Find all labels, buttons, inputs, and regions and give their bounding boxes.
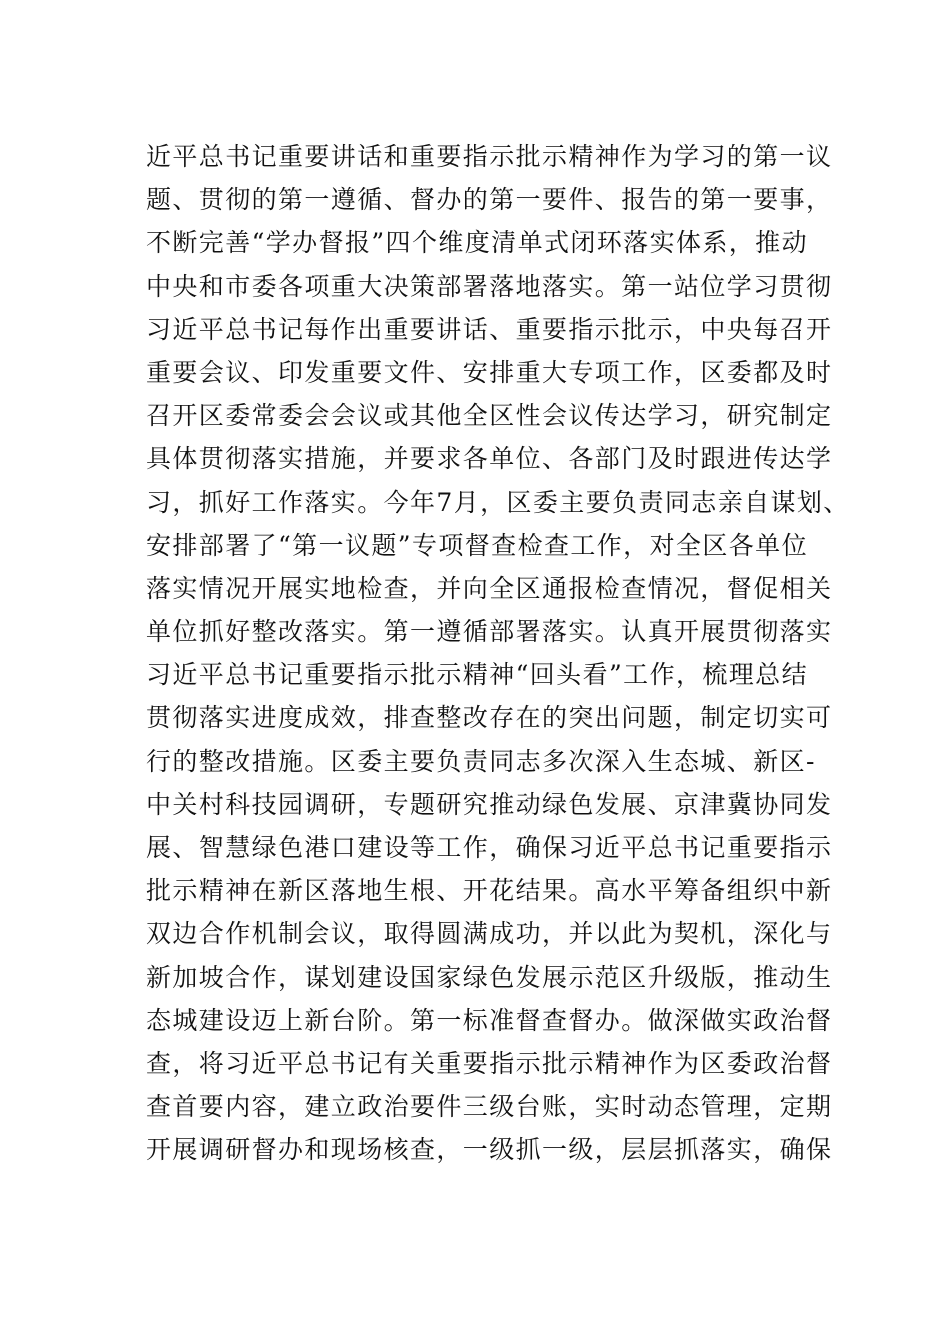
text-line-11: 落实情况开展实地检查，并向全区通报检查情况，督促相关 — [146, 573, 833, 603]
text-line-6: 重要会议、印发重要文件、安排重大专项工作，区委都及时 — [146, 357, 833, 387]
body-text — [146, 135, 850, 1172]
text-line-18: 批示精神在新区落地生根、开花结果。高水平筹备组织中新 — [146, 876, 833, 906]
text-line-1: 近平总书记重要讲话和重要指示批示精神作为学习的第一议 — [146, 142, 833, 171]
text-line-3: 不断完善“学办督报”四个维度清单式闭环落实体系，推动 — [146, 228, 808, 258]
text-line-23: 查首要内容，建立政治要件三级台账，实时动态管理，定期 — [146, 1092, 833, 1122]
text-line-16: 中关村科技园调研，专题研究推动绿色发展、京津冀协同发 — [146, 789, 833, 819]
text-line-4: 中央和市委各项重大决策部署落地落实。第一站位学习贯彻 — [146, 271, 833, 301]
text-line-8: 具体贯彻落实措施，并要求各单位、各部门及时跟进传达学 — [146, 444, 833, 474]
text-line-10: 安排部署了“第一议题”专项督查检查工作，对全区各单位 — [146, 530, 808, 560]
text-line-13: 习近平总书记重要指示批示精神“回头看”工作，梳理总结 — [146, 660, 808, 690]
text-line-15: 行的整改措施。区委主要负责同志多次深入生态城、新区- — [146, 746, 816, 776]
text-line-17: 展、智慧绿色港口建设等工作，确保习近平总书记重要指示 — [146, 833, 833, 862]
text-line-5: 习近平总书记每作出重要讲话、重要指示批示，中央每召开 — [146, 314, 833, 344]
text-line-2: 题、贯彻的第一遵循、督办的第一要件、报告的第一要事， — [146, 185, 833, 215]
text-line-21: 态城建设迈上新台阶。第一标准督查督办。做深做实政治督 — [146, 1005, 833, 1035]
text-line-14: 贯彻落实进度成效，排查整改存在的突出问题，制定切实可 — [146, 703, 833, 733]
text-line-12: 单位抓好整改落实。第一遵循部署落实。认真开展贯彻落实 — [146, 617, 833, 647]
text-line-9: 习，抓好工作落实。今年7月，区委主要负责同志亲自谋划、 — [146, 487, 850, 517]
text-line-7: 召开区委常委会会议或其他全区性会议传达学习，研究制定 — [146, 401, 833, 431]
text-line-20: 新加坡合作，谋划建设国家绿色发展示范区升级版，推动生 — [146, 962, 833, 992]
text-line-24: 开展调研督办和现场核查，一级抓一级，层层抓落实，确保 — [146, 1135, 833, 1165]
text-line-22: 查，将习近平总书记有关重要指示批示精神作为区委政治督 — [146, 1048, 833, 1078]
text-line-19: 双边合作机制会议，取得圆满成功，并以此为契机，深化与 — [146, 919, 833, 949]
